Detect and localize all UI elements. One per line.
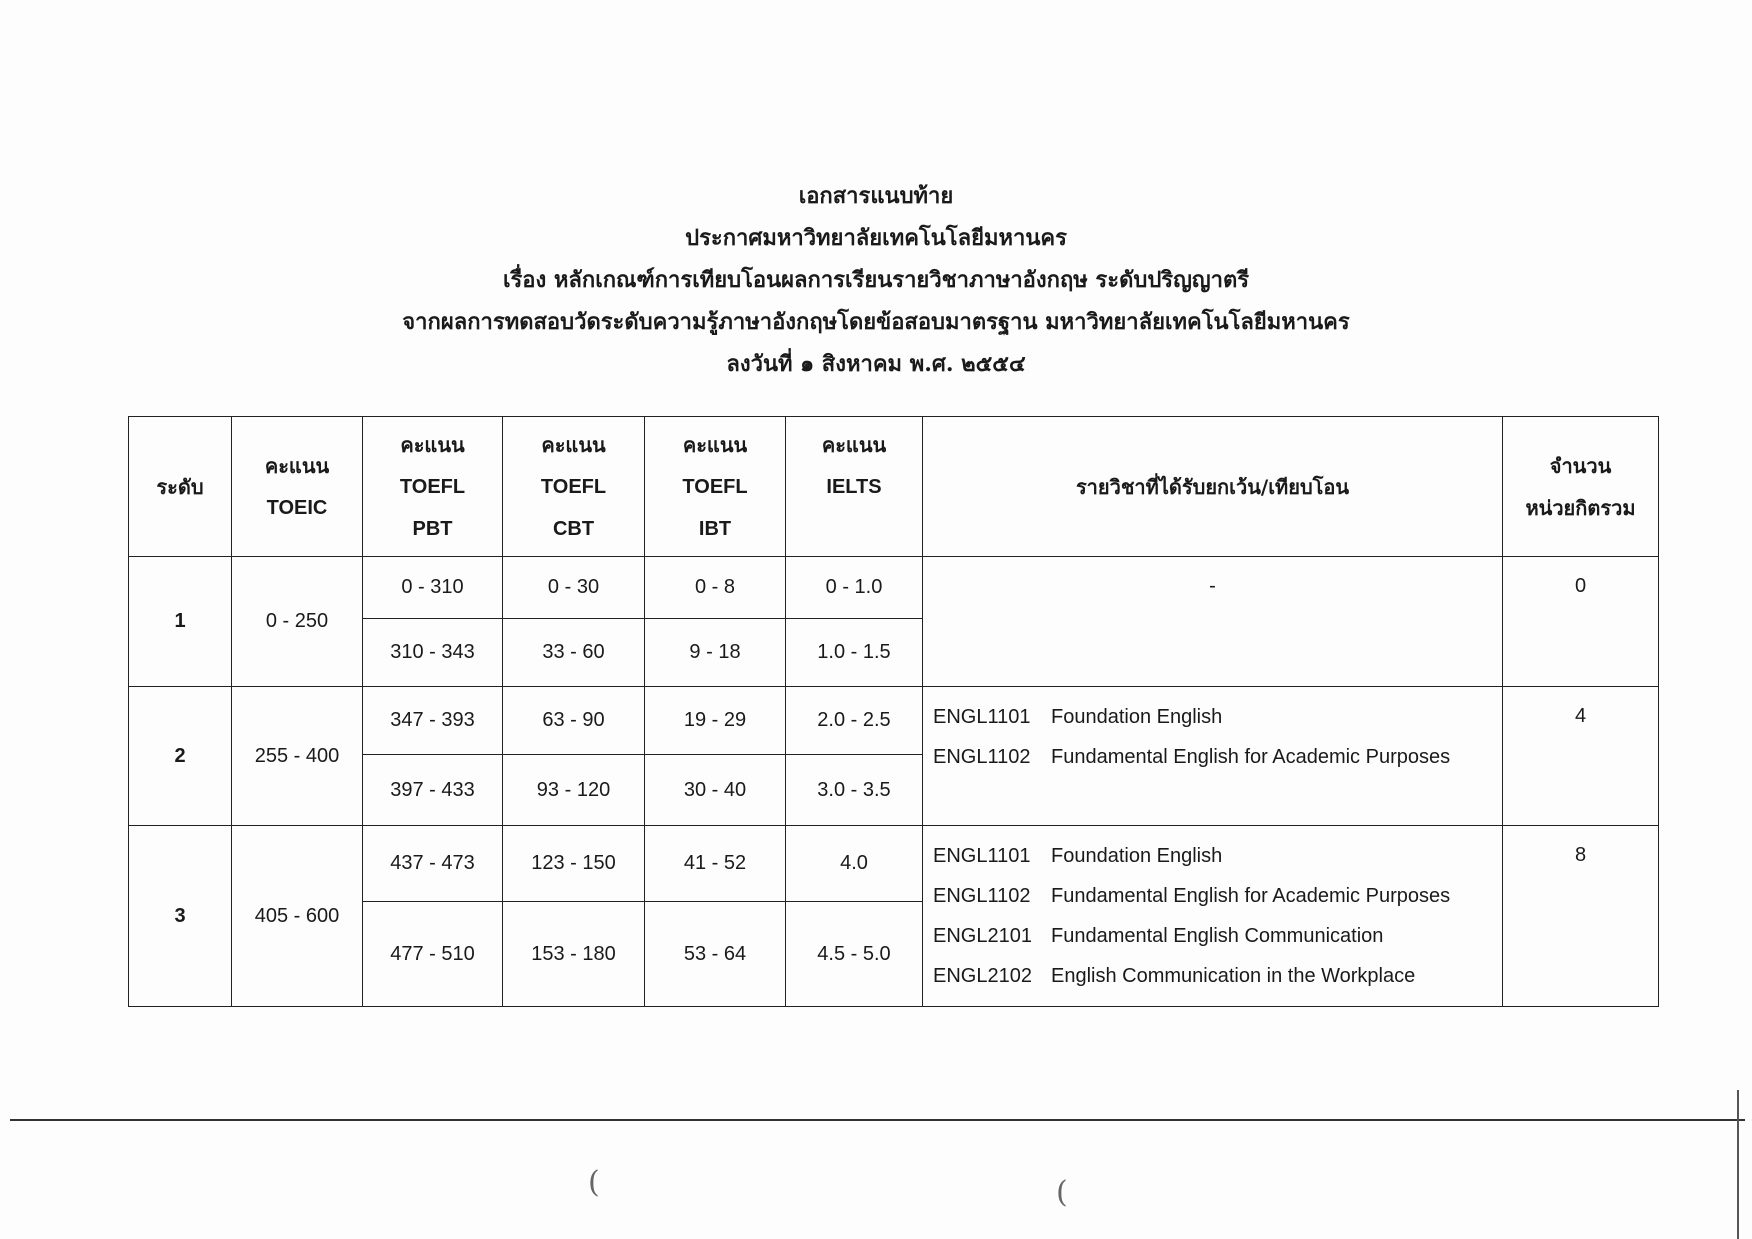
course-code: ENGL1101 [933,706,1031,728]
course-name: Fundamental English Communication [1051,925,1384,947]
footer-rule [10,1119,1745,1121]
pbt-cell: 397 - 433 [363,755,503,826]
header-score-word: คะแนน [400,432,465,457]
header-credits-line2: หน่วยกิตรวม [1525,495,1636,520]
level-cell: 1 [129,557,232,687]
header-row [129,417,1659,557]
cbt-cell: 123 - 150 [503,826,645,902]
scan-edge-line [1737,1090,1739,1239]
toeic-cell: 0 - 250 [232,557,363,687]
header-cbt-label: CBT [552,517,595,540]
ielts-cell: 4.0 [786,826,923,902]
header-line-subject: เรื่อง หลักเกณฑ์การเทียบโอนผลการเรียนรายวิชาภาษาอังกฤษ ระดับปริญญาตรี [502,267,1250,293]
header-credits [1503,417,1659,557]
header-credits-line1: จำนวน [1549,453,1612,478]
course-item [933,956,1502,996]
ibt-cell: 9 - 18 [645,619,786,687]
ielts-cell: 2.0 - 2.5 [786,687,923,755]
ibt-cell: 30 - 40 [645,755,786,826]
toeic-cell: 405 - 600 [232,826,363,1007]
level-cell: 2 [129,687,232,826]
credits-cell: 8 [1503,826,1659,1007]
cbt-cell: 63 - 90 [503,687,645,755]
credits-cell: 0 [1503,557,1659,687]
header-score-word: คะแนน [541,432,606,457]
course-code: ENGL1101 [933,845,1031,867]
header-line-date: ลงวันที่ ๑ สิงหาคม พ.ศ. ๒๕๕๔ [726,351,1026,377]
header-toefl-ibt [645,417,786,557]
cbt-cell: 93 - 120 [503,755,645,826]
scan-mark: ( [1056,1175,1068,1210]
ibt-cell: 41 - 52 [645,826,786,902]
table-row [129,826,1659,902]
header-line-announcement: ประกาศมหาวิทยาลัยเทคโนโลยีมหานคร [685,225,1067,251]
course-name: English Communication in the Workplace [1051,965,1416,987]
scan-mark: ( [588,1165,600,1200]
header-toefl-cbt [503,417,645,557]
header-level: ระดับ [129,417,232,557]
ibt-cell: 0 - 8 [645,557,786,619]
header-line-source: จากผลการทดสอบวัดระดับความรู้ภาษาอังกฤษโดยข้อสอบมาตรฐาน มหาวิทยาลัยเทคโนโลยีมหานคร [402,309,1350,335]
header-ibt-label: IBT [698,517,732,540]
header-line-annex: เอกสารแนบท้าย [798,183,954,209]
level-cell: 3 [129,826,232,1007]
header-ielts-label: IELTS [826,475,882,498]
header-score-word: คะแนน [682,432,748,457]
course-name: Foundation English [1051,706,1223,728]
cbt-cell: 33 - 60 [503,619,645,687]
ielts-cell: 3.0 - 3.5 [786,755,923,826]
courses-cell [923,826,1503,1007]
header-ielts [786,417,923,557]
pbt-cell: 437 - 473 [363,826,503,902]
cbt-cell: 153 - 180 [503,902,645,1007]
header-toeic [232,417,363,557]
header-score-word: คะแนน [821,432,887,457]
course-item [933,836,1502,876]
ielts-cell: 4.5 - 5.0 [786,902,923,1007]
header-toeic-label: TOEIC [266,496,328,519]
document-header [0,175,1752,385]
header-toefl-label: TOEFL [399,475,466,498]
course-item [933,876,1502,916]
course-item [933,916,1502,956]
pbt-cell: 0 - 310 [363,557,503,619]
ielts-cell: 1.0 - 1.5 [786,619,923,687]
header-score-word: คะแนน [264,453,330,478]
course-item [933,697,1502,737]
course-code: ENGL1102 [933,746,1031,768]
ibt-cell: 53 - 64 [645,902,786,1007]
ielts-cell: 0 - 1.0 [786,557,923,619]
table-row [129,557,1659,619]
transfer-criteria-table [128,416,1659,1007]
header-pbt-label: PBT [412,517,453,540]
header-toefl-label: TOEFL [682,475,748,498]
toeic-cell: 255 - 400 [232,687,363,826]
header-toefl-label: TOEFL [540,475,607,498]
courses-cell [923,687,1503,826]
courses-cell: - [923,557,1503,687]
pbt-cell: 347 - 393 [363,687,503,755]
table-row [129,687,1659,755]
course-name: Fundamental English for Academic Purposes [1051,746,1451,768]
ibt-cell: 19 - 29 [645,687,786,755]
course-name: Fundamental English for Academic Purposes [1051,885,1451,907]
pbt-cell: 310 - 343 [363,619,503,687]
course-code: ENGL2101 [933,925,1032,947]
header-courses: รายวิชาที่ได้รับยกเว้น/เทียบโอน [923,417,1503,557]
course-code: ENGL1102 [933,885,1031,907]
pbt-cell: 477 - 510 [363,902,503,1007]
course-code: ENGL2102 [933,965,1032,987]
header-toefl-pbt [363,417,503,557]
credits-cell: 4 [1503,687,1659,826]
course-name: Foundation English [1051,845,1223,867]
cbt-cell: 0 - 30 [503,557,645,619]
course-item [933,737,1502,777]
